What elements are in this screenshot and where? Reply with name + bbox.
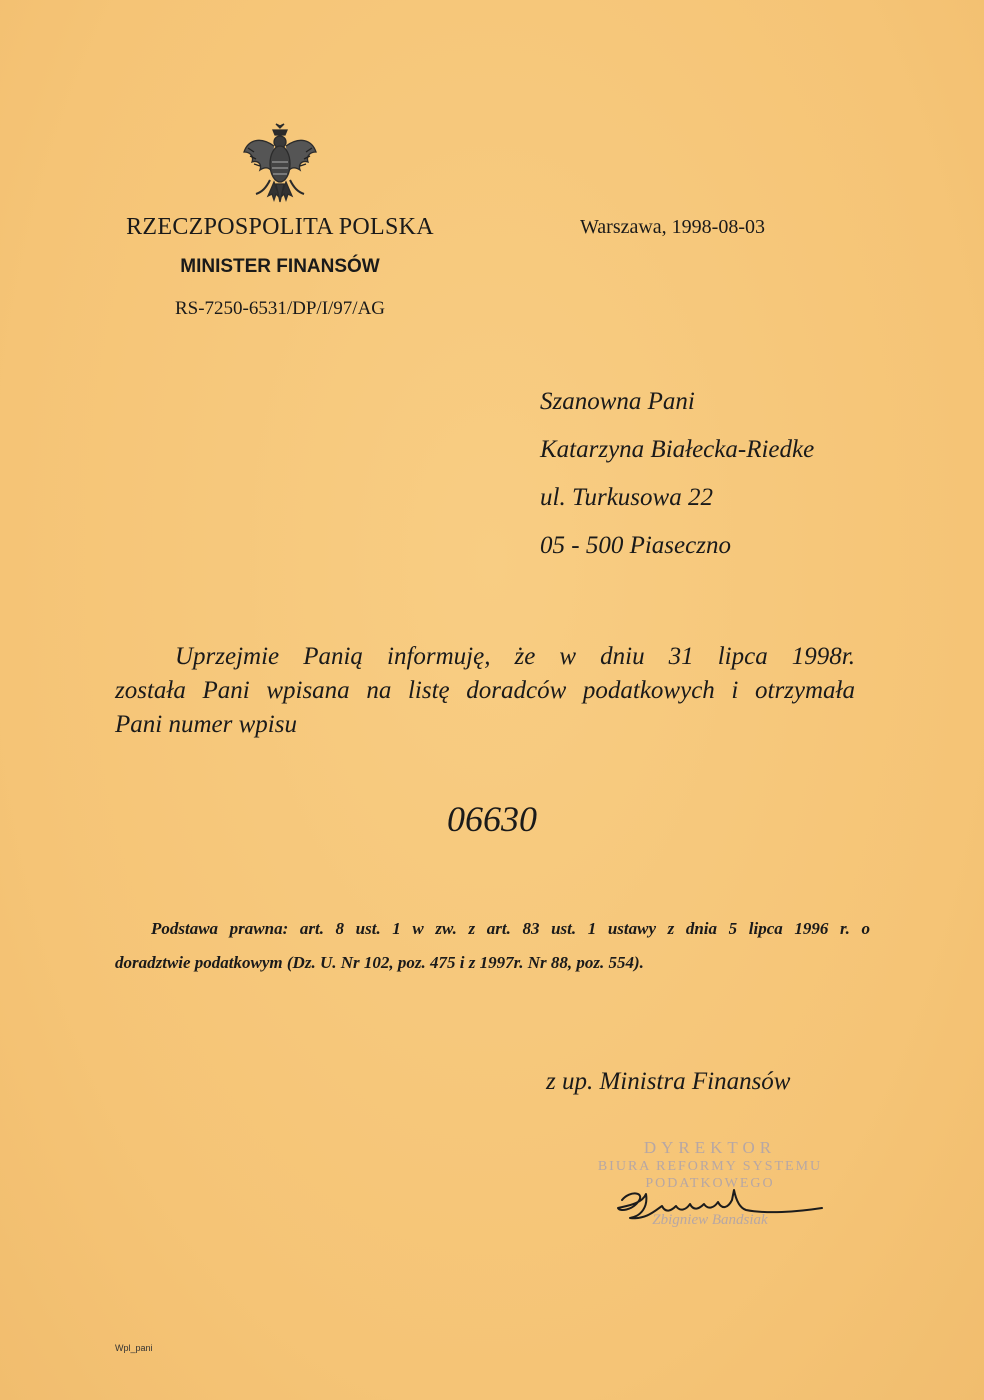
reference-number: RS-7250-6531/DP/I/97/AG (174, 298, 386, 319)
recipient-salutation: Szanowna Pani (540, 388, 695, 415)
on-behalf-line: z up. Ministra Finansów (546, 1068, 791, 1095)
legal-basis-line-1: Podstawa prawna: art. 8 ust. 1 w zw. z art. 83 ust. 1 ustawy z dnia 5 lipca 1996 r. o (151, 919, 870, 938)
registration-number: 06630 (447, 799, 537, 839)
legal-basis (115, 912, 870, 980)
recipient-street: ul. Turkusowa 22 (540, 484, 713, 511)
date-line: Warszawa, 1998-08-03 (580, 216, 765, 238)
office-heading: MINISTER FINANSÓW (180, 256, 380, 277)
body-line-2: została Pani wpisana na listę doradców podatkowych i otrzymała (115, 677, 855, 704)
recipient-name: Katarzyna Białecka-Riedke (540, 436, 815, 463)
country-heading: RZECZPOSPOLITA POLSKA (126, 214, 434, 240)
polish-eagle-emblem-icon (240, 122, 320, 206)
recipient-city: 05 - 500 Piaseczno (540, 532, 731, 559)
stamp-name: Zbigniew Bandsiak (652, 1212, 768, 1228)
stamp-office-line-2: PODATKOWEGO (645, 1176, 775, 1191)
legal-basis-line-2: doradztwie podatkowym (Dz. U. Nr 102, poz. 475 i z 1997r. Nr 88, poz. 554). (115, 953, 644, 972)
stamp-office-line-1: BIURA REFORMY SYSTEMU (597, 1159, 823, 1174)
stamp-title: DYREKTOR (643, 1138, 777, 1157)
letter-body (115, 640, 855, 742)
body-line-3: Pani numer wpisu (115, 711, 297, 738)
body-line-1: Uprzejmie Panią informuję, że w dniu 31 lipca 1998r. (175, 643, 855, 670)
footer-code: Wpl_pani (115, 1343, 153, 1353)
handwritten-signature (616, 1186, 826, 1230)
